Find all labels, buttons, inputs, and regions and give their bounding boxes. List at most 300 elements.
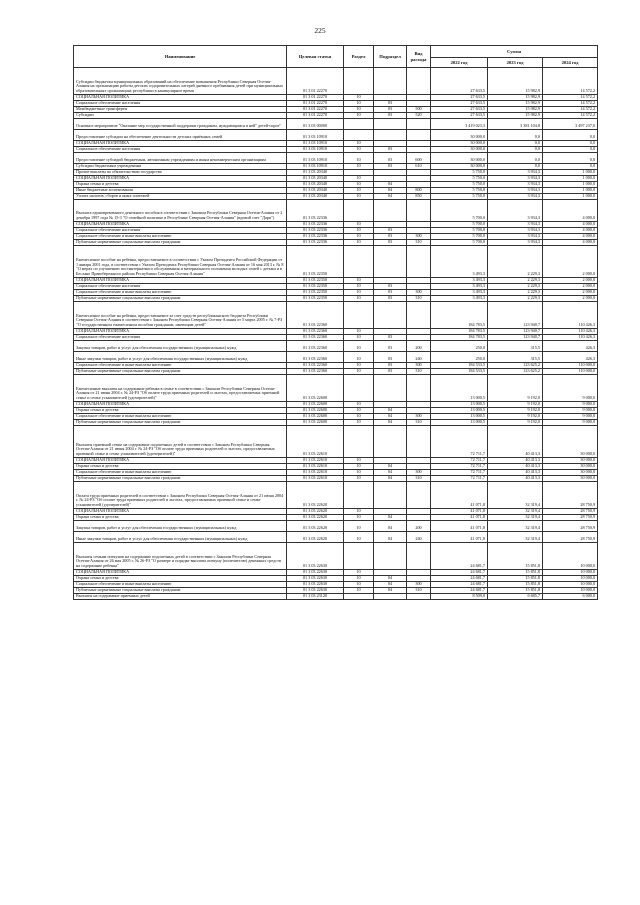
row-name: Социальное обеспечение населения: [74, 335, 287, 341]
row-sum-2023: 3 934,3: [488, 222, 543, 228]
row-sum-2024: 426,3: [543, 352, 598, 363]
row-sum-2024: 2 000,0: [543, 296, 598, 302]
row-sum-2024: 10 000,0: [543, 576, 598, 582]
row-sum-2023: 15 851,8: [488, 543, 543, 570]
row-target: 01 3 03 22630: [287, 543, 344, 570]
row-sum-2022: 3 419 023,3: [431, 119, 488, 130]
row-target: 01 3 03 22360: [287, 302, 344, 329]
row-sum-2022: 184 783,5: [431, 329, 488, 335]
row-target: 01 3 03 22620: [287, 521, 344, 532]
row-sum-2022: 24 681,7: [431, 576, 488, 582]
row-expense: 200: [407, 521, 431, 532]
row-sum-2024: 3 497 237,0: [543, 119, 598, 130]
row-subsection: 03: [374, 153, 407, 164]
row-name: Социальное обеспечение и иные выплаты населению: [74, 363, 287, 369]
row-target: 01 3 03 22360: [287, 363, 344, 369]
row-name: СОЦИАЛЬНАЯ ПОЛИТИКА: [74, 329, 287, 335]
row-sum-2024: 28 750,9: [543, 482, 598, 509]
row-sum-2024: 30 000,0: [543, 458, 598, 464]
row-sum-2023: 123 940,7: [488, 329, 543, 335]
row-sum-2022: 24 681,7: [431, 570, 488, 576]
row-section: 10: [344, 188, 374, 194]
row-name: Социальное обеспечение населения: [74, 284, 287, 290]
table-row: [74, 375, 598, 402]
row-sum-2023: 9 192,0: [488, 420, 543, 426]
row-target: 01 3 03 10910: [287, 147, 344, 153]
row-section: 10: [344, 176, 374, 182]
row-section: 10: [344, 352, 374, 363]
row-section: 10: [344, 147, 374, 153]
row-name: СОЦИАЛЬНАЯ ПОЛИТИКА: [74, 278, 287, 284]
row-sum-2023: 15 982,9: [488, 113, 543, 119]
row-section: 10: [344, 296, 374, 302]
row-sum-2024: 10 000,0: [543, 570, 598, 576]
row-section: [344, 119, 374, 130]
row-sum-2022: 27 633,5: [431, 107, 488, 113]
row-sum-2022: 250,0: [431, 341, 488, 352]
row-section: 10: [344, 464, 374, 470]
row-sum-2023: 0,0: [488, 147, 543, 153]
row-section: [344, 594, 374, 600]
row-name: Закупка товаров, работ и услуг для обеспечения государственных (муниципальных) нужд: [74, 341, 287, 352]
row-name: СОЦИАЛЬНАЯ ПОЛИТИКА: [74, 95, 287, 101]
row-sum-2024: 14 572,2: [543, 101, 598, 107]
row-section: 10: [344, 153, 374, 164]
row-sum-2022: 27 633,5: [431, 95, 488, 101]
row-sum-2024: 14 572,2: [543, 113, 598, 119]
row-name: Социальное обеспечение и иные выплаты населению: [74, 234, 287, 240]
row-target: 01 3 03 22360: [287, 352, 344, 363]
row-target: 01 3 01 22270: [287, 113, 344, 119]
row-name: Субсидии бюджетам муниципальных образований на обеспечение повышения Республики Северная Осетия-Алания на организацию работы детских оздоровительных лагерей дневного пребывания детей при муниципальных образовательных организациях республики в каникулярное время: [74, 68, 287, 95]
row-name: Социальное обеспечение и иные выплаты населению: [74, 290, 287, 296]
row-name: Социальное обеспечение населения: [74, 228, 287, 234]
row-target: 01 3 03 22620: [287, 515, 344, 521]
header-section: Раздел: [344, 46, 374, 68]
row-sum-2023: 0,0: [488, 164, 543, 170]
row-subsection: 04: [374, 188, 407, 194]
row-name: СОЦИАЛЬНАЯ ПОЛИТИКА: [74, 402, 287, 408]
row-expense: 800: [407, 188, 431, 194]
row-section: 10: [344, 363, 374, 369]
row-expense: [407, 426, 431, 458]
row-sum-2024: 0,0: [543, 164, 598, 170]
row-sum-2022: 41 071,8: [431, 515, 488, 521]
row-expense: 300: [407, 414, 431, 420]
table-row: [74, 426, 598, 458]
row-sum-2023: 40 413,3: [488, 464, 543, 470]
row-sum-2022: 3 493,3: [431, 278, 488, 284]
row-sum-2022: 30 000,0: [431, 130, 488, 141]
row-section: 10: [344, 341, 374, 352]
row-subsection: 03: [374, 363, 407, 369]
row-target: 01 3 03 00000: [287, 119, 344, 130]
row-sum-2022: 72 711,7: [431, 426, 488, 458]
row-sum-2024: 14 572,2: [543, 107, 598, 113]
row-target: 01 3 03 20340: [287, 176, 344, 182]
row-subsection: [374, 543, 407, 570]
row-target: 01 3 03 22336: [287, 234, 344, 240]
table-row: [74, 130, 598, 141]
row-sum-2022: 30 000,0: [431, 153, 488, 164]
row-expense: 300: [407, 582, 431, 588]
row-expense: 310: [407, 296, 431, 302]
row-expense: [407, 68, 431, 95]
row-name: Публичные нормативные социальные выплаты гражданам: [74, 296, 287, 302]
row-sum-2022: 41 071,8: [431, 509, 488, 515]
row-name: Уплата налогов, сборов и иных платежей: [74, 194, 287, 200]
row-subsection: [374, 594, 407, 600]
row-subsection: 04: [374, 588, 407, 594]
row-sum-2024: 1 000,0: [543, 194, 598, 200]
row-name: Охрана семьи и детства: [74, 515, 287, 521]
row-subsection: 04: [374, 476, 407, 482]
row-subsection: [374, 426, 407, 458]
row-sum-2023: 0,0: [488, 141, 543, 147]
row-sum-2022: 184 533,5: [431, 369, 488, 375]
row-subsection: 03: [374, 369, 407, 375]
row-sum-2022: 13 000,5: [431, 402, 488, 408]
header-year-2023: 2023 год: [488, 58, 543, 68]
row-target: 01 3 03 22336: [287, 222, 344, 228]
row-sum-2023: 3 934,3: [488, 182, 543, 188]
header-target: Целевая статья: [287, 46, 344, 68]
row-sum-2022: 13 000,5: [431, 420, 488, 426]
row-sum-2024: 30 000,0: [543, 426, 598, 458]
row-section: 10: [344, 240, 374, 246]
row-section: 10: [344, 588, 374, 594]
row-subsection: 04: [374, 414, 407, 420]
row-section: 10: [344, 476, 374, 482]
row-target: 01 3 03 22620: [287, 532, 344, 543]
row-sum-2024: 4 000,0: [543, 200, 598, 222]
row-sum-2023: 15 982,9: [488, 107, 543, 113]
row-expense: 850: [407, 194, 431, 200]
row-subsection: 03: [374, 335, 407, 341]
row-sum-2022: 5 700,0: [431, 234, 488, 240]
row-name: Охрана семьи и детства: [74, 464, 287, 470]
row-expense: 520: [407, 113, 431, 119]
row-sum-2024: 1 000,0: [543, 188, 598, 194]
row-target: 01 3 03 22600: [287, 402, 344, 408]
row-expense: [407, 200, 431, 222]
row-sum-2022: 5 750,0: [431, 176, 488, 182]
row-sum-2024: 2 000,0: [543, 246, 598, 278]
header-subsection: Подраздел: [374, 46, 407, 68]
row-sum-2023: 3 934,3: [488, 228, 543, 234]
row-sum-2024: 110 426,3: [543, 302, 598, 329]
row-sum-2024: 4 000,0: [543, 240, 598, 246]
row-subsection: [374, 130, 407, 141]
row-target: 01 3 03 22360: [287, 335, 344, 341]
row-sum-2022: 184 533,5: [431, 363, 488, 369]
row-sum-2022: 5 750,0: [431, 188, 488, 194]
row-name: Прочие выплаты по обязательствам государства: [74, 170, 287, 176]
row-expense: 310: [407, 240, 431, 246]
row-target: 01 3 03 22610: [287, 476, 344, 482]
row-sum-2024: 0,0: [543, 141, 598, 147]
row-sum-2023: 2 229,3: [488, 284, 543, 290]
row-subsection: 03: [374, 240, 407, 246]
row-sum-2023: 40 413,3: [488, 470, 543, 476]
row-target: 01 3 03 10910: [287, 141, 344, 147]
row-sum-2024: 1 000,0: [543, 176, 598, 182]
row-name: Ежемесячное пособие на ребенка, предоставляемое в соответствии с Указом Президента Российской Федерации от 1 января 2001 года, в соответствии с Указом Президента Республики Северная Осетия-Алания от 16 мая 2013 г. № 8 "О мерах по улучшению постинтернатного обслуживания и материального положения молодых семей с детьми и в Беслане Правобережного района Республики Северная Осетия-Алания": [74, 246, 287, 278]
row-expense: [407, 375, 431, 402]
row-sum-2023: 3 934,3: [488, 200, 543, 222]
row-sum-2022: 5 700,0: [431, 222, 488, 228]
row-name: Межбюджетные трансферты: [74, 107, 287, 113]
row-sum-2024: 110 000,0: [543, 369, 598, 375]
row-name: СОЦИАЛЬНАЯ ПОЛИТИКА: [74, 222, 287, 228]
row-subsection: 03: [374, 290, 407, 296]
row-name: Публичные нормативные социальные выплаты гражданам: [74, 420, 287, 426]
row-expense: 310: [407, 588, 431, 594]
row-sum-2023: 315,5: [488, 341, 543, 352]
row-target: 01 3 03 22610: [287, 470, 344, 476]
row-sum-2022: 27 633,5: [431, 113, 488, 119]
row-section: [344, 200, 374, 222]
row-sum-2023: 2 229,3: [488, 278, 543, 284]
row-sum-2024: 0,0: [543, 130, 598, 141]
row-target: 01 3 03 22630: [287, 576, 344, 582]
row-target: 01 3 03 22630: [287, 570, 344, 576]
row-expense: [407, 594, 431, 600]
row-section: 10: [344, 101, 374, 107]
row-expense: 500: [407, 107, 431, 113]
row-expense: [407, 130, 431, 141]
row-sum-2023: 9 192,0: [488, 414, 543, 420]
row-subsection: 04: [374, 532, 407, 543]
row-sum-2024: 28 750,9: [543, 532, 598, 543]
row-expense: 310: [407, 369, 431, 375]
row-sum-2023: 15 982,9: [488, 95, 543, 101]
row-sum-2023: 3 934,3: [488, 234, 543, 240]
row-sum-2022: 184 783,5: [431, 335, 488, 341]
row-sum-2023: 32 319,4: [488, 482, 543, 509]
row-sum-2024: 9 000,0: [543, 375, 598, 402]
row-subsection: 03: [374, 352, 407, 363]
row-target: 01 3 03 22600: [287, 414, 344, 420]
table-row: [74, 482, 598, 509]
row-sum-2022: 41 071,8: [431, 532, 488, 543]
row-section: 10: [344, 284, 374, 290]
row-section: 10: [344, 408, 374, 414]
row-sum-2022: 24 681,7: [431, 588, 488, 594]
row-section: 10: [344, 222, 374, 228]
row-name: Закупка товаров, работ и услуг для обеспечения государственных (муниципальных) нужд: [74, 521, 287, 532]
table-row: [74, 532, 598, 543]
row-sum-2023: 123 625,2: [488, 369, 543, 375]
row-target: 01 3 03 10910: [287, 153, 344, 164]
row-sum-2023: 123 940,7: [488, 302, 543, 329]
row-sum-2022: 72 711,7: [431, 464, 488, 470]
table-row: [74, 594, 598, 600]
row-name: Выплата единовременного денежного пособия в соответствии с Законом Республики Северная Осетия-Алания от 2 декабря 1997 года № 15-3 "О семейной политике в Республике Северная Осетия-Алания" (вдовий счет "Дари"): [74, 200, 287, 222]
row-target: 01 3 03 22336: [287, 200, 344, 222]
row-sum-2023: 9 192,0: [488, 408, 543, 414]
row-subsection: [374, 246, 407, 278]
row-target: 01 3 03 23120: [287, 594, 344, 600]
row-sum-2024: 28 750,9: [543, 515, 598, 521]
row-sum-2022: 13 000,5: [431, 414, 488, 420]
row-expense: 300: [407, 234, 431, 240]
row-expense: 300: [407, 363, 431, 369]
row-target: 01 3 03 22630: [287, 582, 344, 588]
row-sum-2024: 0,0: [543, 147, 598, 153]
row-sum-2022: 27 633,5: [431, 68, 488, 95]
row-sum-2023: 123 625,2: [488, 363, 543, 369]
row-target: 01 3 03 22610: [287, 426, 344, 458]
row-target: 01 3 03 22360: [287, 341, 344, 352]
row-name: Субсидии: [74, 113, 287, 119]
row-target: 01 3 03 20340: [287, 188, 344, 194]
row-sum-2024: 10 000,0: [543, 543, 598, 570]
row-target: 01 3 03 20340: [287, 182, 344, 188]
header-year-2024: 2024 год: [543, 58, 598, 68]
header-expense: Вид расхода: [407, 46, 431, 68]
row-sum-2023: 9 192,0: [488, 375, 543, 402]
row-name: Иные закупки товаров, работ и услуг для обеспечения государственных (муниципальных) нужд: [74, 532, 287, 543]
row-section: 10: [344, 335, 374, 341]
row-section: 10: [344, 234, 374, 240]
row-sum-2022: 27 633,5: [431, 101, 488, 107]
row-target: 01 3 01 22270: [287, 107, 344, 113]
row-target: 01 3 03 22360: [287, 369, 344, 375]
row-name: Ежемесячные выплаты на содержание ребенка в семье в соответствии с Законом Республики Северная Осетия-Алания от 21 июня 2004 г. № 24-РЗ "Об оплате труда приемных родителей и льготах, предоставляемых приемной семье и семье усыновителей (удочерителей)": [74, 375, 287, 402]
row-sum-2024: 9 000,0: [543, 420, 598, 426]
row-name: Основное мероприятие "Оказание мер государственной поддержки гражданам, нуждающимся в ней" детей-сирот": [74, 119, 287, 130]
row-sum-2024: 9 000,0: [543, 414, 598, 420]
row-subsection: 04: [374, 464, 407, 470]
row-sum-2022: 3 493,3: [431, 284, 488, 290]
row-subsection: [374, 302, 407, 329]
row-sum-2023: 32 319,4: [488, 532, 543, 543]
row-section: [344, 543, 374, 570]
row-section: 10: [344, 369, 374, 375]
row-subsection: 03: [374, 164, 407, 170]
row-name: СОЦИАЛЬНАЯ ПОЛИТИКА: [74, 141, 287, 147]
row-section: 10: [344, 290, 374, 296]
row-name: СОЦИАЛЬНАЯ ПОЛИТИКА: [74, 570, 287, 576]
row-sum-2023: 315,5: [488, 352, 543, 363]
row-section: 10: [344, 228, 374, 234]
row-expense: 240: [407, 352, 431, 363]
row-subsection: 04: [374, 521, 407, 532]
row-sum-2024: 9 000,0: [543, 408, 598, 414]
row-sum-2024: 110 426,3: [543, 335, 598, 341]
row-sum-2023: 3 381 104,8: [488, 119, 543, 130]
row-target: 01 3 03 22336: [287, 240, 344, 246]
row-sum-2022: 184 783,5: [431, 302, 488, 329]
row-sum-2023: 3 934,3: [488, 170, 543, 176]
row-sum-2023: 2 229,3: [488, 246, 543, 278]
row-subsection: 03: [374, 234, 407, 240]
row-target: 01 3 03 22600: [287, 420, 344, 426]
row-sum-2022: 5 750,0: [431, 182, 488, 188]
table-row: [74, 119, 598, 130]
row-target: 01 3 01 22270: [287, 68, 344, 95]
row-sum-2024: 30 000,0: [543, 470, 598, 476]
row-subsection: [374, 482, 407, 509]
row-subsection: [374, 375, 407, 402]
row-section: 10: [344, 329, 374, 335]
row-name: Выплаты семьям опекунов на содержание подопечных детей в соответствии с Законом Республики Северная Осетия-Алания от 26 мая 2005 г. № 26-РЗ "О размере и порядке выплаты опекуну (попечителю) денежных средств на содержание ребенка": [74, 543, 287, 570]
row-sum-2024: 6 000,0: [543, 594, 598, 600]
page-number: 225: [314, 26, 326, 35]
row-expense: 610: [407, 164, 431, 170]
row-expense: [407, 543, 431, 570]
row-expense: 310: [407, 420, 431, 426]
row-sum-2022: 5 750,0: [431, 170, 488, 176]
row-name: Предоставление субсидий бюджетным, автономным учреждениям и иным некоммерческим организациям: [74, 153, 287, 164]
row-target: 01 3 03 10910: [287, 164, 344, 170]
row-subsection: 03: [374, 101, 407, 107]
row-sum-2022: 13 000,5: [431, 408, 488, 414]
row-target: 01 3 03 22336: [287, 228, 344, 234]
row-section: [344, 246, 374, 278]
row-name: Публичные нормативные социальные выплаты гражданам: [74, 369, 287, 375]
row-sum-2023: 15 851,8: [488, 588, 543, 594]
row-sum-2024: 4 000,0: [543, 234, 598, 240]
row-subsection: 03: [374, 296, 407, 302]
row-expense: 240: [407, 532, 431, 543]
row-sum-2023: 2 229,3: [488, 296, 543, 302]
row-sum-2023: 0,0: [488, 130, 543, 141]
row-section: [344, 375, 374, 402]
row-name: СОЦИАЛЬНАЯ ПОЛИТИКА: [74, 458, 287, 464]
row-section: 10: [344, 570, 374, 576]
row-subsection: [374, 119, 407, 130]
row-name: Иные закупки товаров, работ и услуг для обеспечения государственных (муниципальных) нужд: [74, 352, 287, 363]
row-sum-2024: 110 426,3: [543, 329, 598, 335]
row-target: 01 3 03 22620: [287, 482, 344, 509]
row-sum-2022: 8 509,0: [431, 594, 488, 600]
row-sum-2024: 30 000,0: [543, 476, 598, 482]
row-sum-2022: 30 000,0: [431, 141, 488, 147]
row-section: [344, 302, 374, 329]
row-section: 10: [344, 164, 374, 170]
table-row: [74, 200, 598, 222]
row-subsection: 03: [374, 341, 407, 352]
row-sum-2023: 2 229,3: [488, 290, 543, 296]
row-section: 10: [344, 515, 374, 521]
row-target: 01 3 03 22600: [287, 375, 344, 402]
row-section: 10: [344, 582, 374, 588]
row-sum-2022: 41 071,8: [431, 521, 488, 532]
row-target: 01 3 03 22610: [287, 464, 344, 470]
row-sum-2022: 41 071,8: [431, 482, 488, 509]
row-sum-2024: 28 750,9: [543, 521, 598, 532]
row-sum-2023: 3 934,3: [488, 240, 543, 246]
row-target: 01 3 03 22350: [287, 290, 344, 296]
row-target: 01 3 03 22350: [287, 296, 344, 302]
row-expense: [407, 302, 431, 329]
row-name: Публичные нормативные социальные выплаты гражданам: [74, 240, 287, 246]
row-sum-2023: 32 319,4: [488, 521, 543, 532]
row-sum-2023: 15 851,8: [488, 570, 543, 576]
header-sum: Сумма: [431, 46, 598, 58]
row-name: СОЦИАЛЬНАЯ ПОЛИТИКА: [74, 176, 287, 182]
row-section: [344, 130, 374, 141]
row-sum-2024: 14 572,2: [543, 68, 598, 95]
row-sum-2022: 5 700,0: [431, 240, 488, 246]
row-sum-2023: 40 413,3: [488, 476, 543, 482]
row-section: 10: [344, 420, 374, 426]
row-subsection: 03: [374, 228, 407, 234]
row-sum-2022: 5 750,0: [431, 194, 488, 200]
row-name: Иные бюджетные ассигнования: [74, 188, 287, 194]
